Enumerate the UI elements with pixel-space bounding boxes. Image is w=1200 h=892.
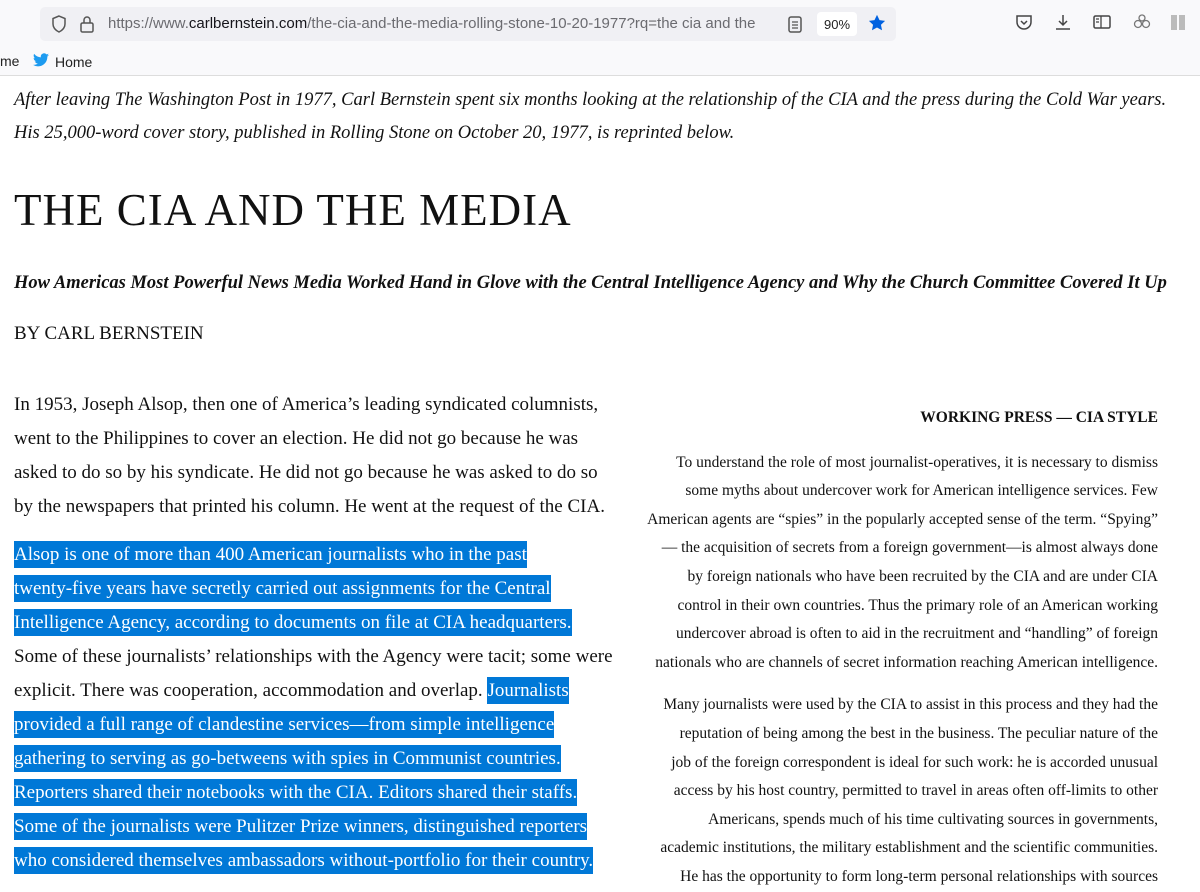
url-path: /the-cia-and-the-media-rolling-stone-10-20-1977?rq=the cia and the [307,15,756,32]
text-line [14,640,613,674]
text-line: job of the foreign correspondent is ideal for such work: he is accorded unusual [671,753,1158,771]
lock-icon[interactable] [78,15,96,33]
bookmarks-bar [0,44,1200,76]
selected-text[interactable]: Reporters shared their notebooks with the CIA. Editors shared their staffs. [14,779,577,806]
text-line [14,572,613,606]
text-line: went to the Philippines to cover an election. He did not go because he was [14,428,579,449]
selected-text[interactable]: gathering to serving as go-betweens with spies in Communist countries. [14,745,561,772]
text-line [14,538,613,572]
text-line: — the acquisition of secrets from a foreign government—is almost always done [661,539,1158,557]
text-line: Many journalists were used by the CIA to assist in this process and they had the [663,696,1158,714]
text-line: by the newspapers that printed his column. He went at the request of the CIA. [14,496,605,517]
zoom-level-button[interactable]: 90% [817,12,857,36]
twitter-bird-icon [33,53,49,70]
bookmark-label: Home [55,53,93,70]
text-segment[interactable]: Some of these journalists’ relationships with the Agency were tacit; some were [14,646,613,667]
selected-text[interactable]: Some of the journalists were Pulitzer Prize winners, distinguished reporters [14,813,587,840]
url-prefix: https://www. [108,15,189,32]
text-line [14,844,613,878]
article-title: THE CIA AND THE MEDIA [14,185,572,235]
sidebar-heading: WORKING PRESS — CIA STYLE [920,409,1158,426]
text-line [14,776,613,810]
text-line: He has the opportunity to form long-term personal relationships with sources [680,867,1158,885]
text-segment[interactable]: explicit. There was cooperation, accommodation and overlap. [14,680,488,701]
sidebar-box [638,404,1158,892]
selected-text[interactable]: who considered themselves ambassadors without-portfolio for their country. [14,847,593,874]
text-line: nationals who are channels of secret information reaching American intelligence. [655,653,1158,671]
bookmark-star-icon[interactable] [868,14,886,32]
text-line: control in their own countries. Thus the primary role of an American working [677,596,1158,614]
text-line [14,742,613,776]
bookmark-label: me [0,53,20,69]
sidebar-paragraph-1 [638,449,1158,678]
article-body [14,388,613,878]
text-line [14,708,613,742]
library-icon[interactable] [1170,13,1190,33]
sidebar-paragraph-2 [638,691,1158,891]
text-line: academic institutions, the military establishment and the scientific communities. [660,839,1158,857]
text-line: Americans, spends much of his time cultivating sources in governments, [708,810,1158,828]
article-subtitle: How Americas Most Powerful News Media Worked Hand in Glove with the Central Intelligence Agency and Why the Church Committee Covered It Up [14,273,1167,293]
bookmark-twitter-home[interactable] [33,53,92,70]
download-icon[interactable] [1054,13,1074,33]
selected-text[interactable]: Alsop is one of more than 400 American journalists who in the past [14,541,527,568]
extensions-icon[interactable] [1132,13,1152,33]
browser-toolbar [0,0,1200,44]
text-line: reputation of being among the best in the business. The peculiar nature of the [679,724,1158,742]
pocket-icon[interactable] [1015,13,1035,33]
url-domain: carlbernstein.com [188,15,308,32]
url-text[interactable] [108,15,778,32]
reader-view-icon[interactable] [786,15,804,33]
selected-text[interactable]: provided a full range of clandestine services—from simple intelligence [14,711,554,738]
article-intro: After leaving The Washington Post in 1977, Carl Bernstein spent six months looking at the relationship of the CIA and the press during the Cold War years. His 25,000-word cover story, published in Rolling Stone on October 20, 1977, is reprinted below. [14,90,1167,143]
text-line: In 1953, Joseph Alsop, then one of America’s leading syndicated columnists, [14,394,599,415]
selected-text[interactable]: twenty-five years have secretly carried out assignments for the Central [14,575,551,602]
address-bar[interactable] [40,7,896,41]
shield-icon[interactable] [50,15,68,33]
text-line [14,810,613,844]
paragraph-2-selected [14,538,613,878]
text-line [14,606,613,640]
sidebar-icon[interactable] [1093,13,1113,33]
text-line: To understand the role of most journalist-operatives, it is necessary to dismiss [676,453,1158,471]
selected-text[interactable]: Intelligence Agency, according to documents on file at CIA headquarters. [14,609,572,636]
selected-text[interactable]: Journalists [487,677,568,704]
paragraph-1 [14,388,613,524]
text-line: some myths about undercover work for American intelligence services. Few [685,482,1158,500]
text-line [14,674,613,708]
article-byline: BY CARL BERNSTEIN [14,323,204,344]
text-line: American agents are “spies” in the popularly accepted sense of the term. “Spying” [647,510,1158,528]
text-line: asked to do so by his syndicate. He did not go because he was asked to do so [14,462,598,483]
text-line: by foreign nationals who have been recruited by the CIA and are under CIA [687,567,1158,585]
bookmark-item[interactable] [0,53,19,69]
text-line: undercover abroad is often to aid in the recruitment and “handling” of foreign [675,625,1158,643]
text-line: access by his host country, permitted to travel in areas often off-limits to other [673,782,1158,800]
